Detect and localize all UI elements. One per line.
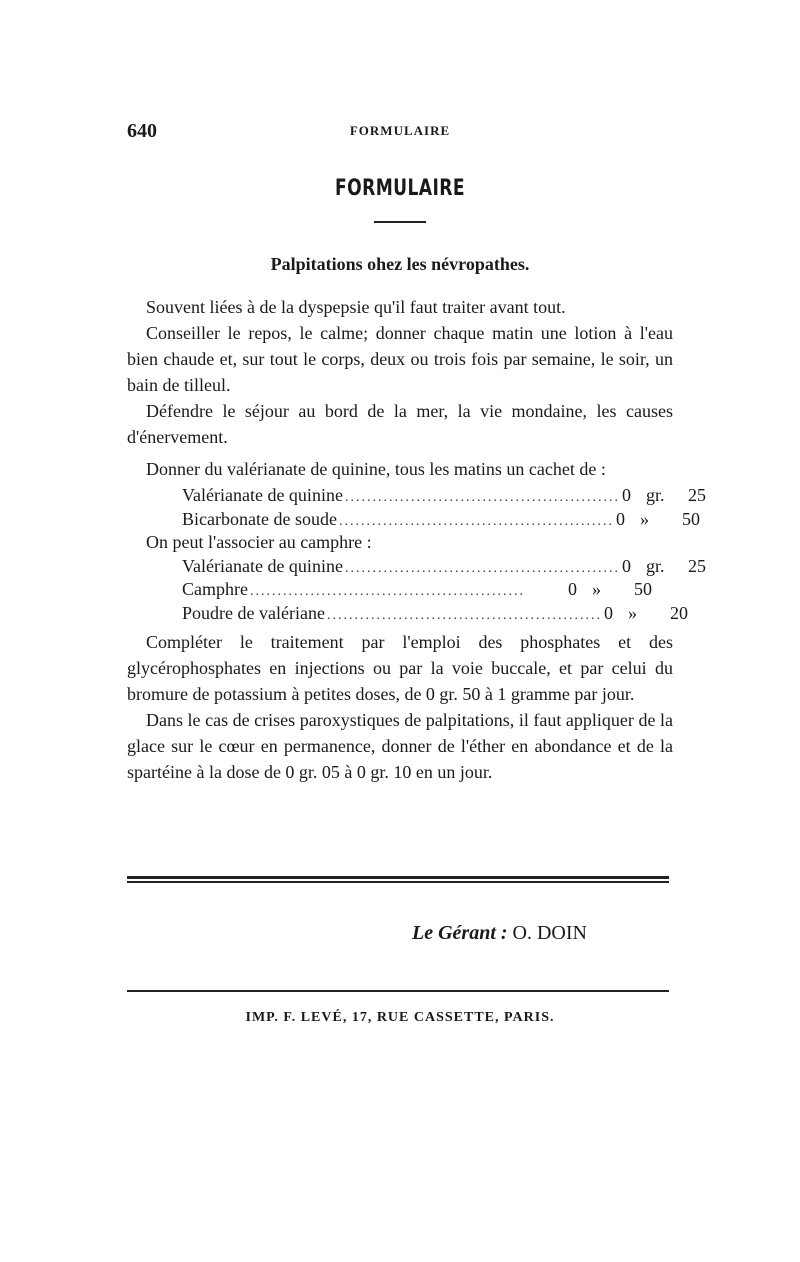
ingredient-name: Valérianate de quinine [182,555,343,576]
bottom-rule [127,990,669,992]
prescription-intro: Donner du valérianate de quinine, tous les matins un cachet de : [146,459,606,479]
prescription-item [127,555,706,579]
ingredient-name: Valérianate de quinine [182,485,343,505]
section-title: FORMULAIRE [335,176,465,201]
dot-leader: .................................................. [344,560,620,576]
body-text [127,294,706,785]
dot-leader: .................................................. [326,607,602,623]
printer-imprint: IMP. F. LEVÉ, 17, RUE CASSETTE, PARIS. [245,1010,555,1025]
dot-leader: .................................................. [344,490,620,505]
double-rule [127,881,669,883]
paragraph: Dans le cas de crises paroxystiques de palpitations, il faut appliquer de la glace sur le cœur en permanence, donner de l'éther en abondance et de la spartéine à la dose de 0 gr. 05 à 0 gr. 10 en un jour. [127,710,673,782]
title-rule [374,221,426,223]
signature [412,922,672,945]
paragraph: Défendre le séjour au bord de la mer, la vie mondaine, les causes d'énervement. [127,401,673,447]
prescription-item [127,508,700,532]
signature-name: O. DOIN [512,922,587,944]
double-rule [127,876,669,879]
dose: 0 gr. 25 [621,485,706,505]
dot-leader: .................................................. [249,584,525,599]
signature-label: Le Gérant : [412,922,508,944]
dose: 0 » 50 [615,508,700,529]
prescription-item [127,578,652,602]
prescription-intro: On peut l'associer au camphre : [146,532,372,552]
dot-leader: .................................................. [338,513,614,529]
dose: 0 » 20 [603,602,688,623]
ingredient-name: Poudre de valériane [182,602,325,623]
paragraph: Souvent liées à de la dyspepsie qu'il faut traiter avant tout. [146,297,566,317]
paragraph: Compléter le traitement par l'emploi des phosphates et des glycérophosphates en injections ou par la voie buccale, et par celui du bromure de potassium à petites doses, de 0 gr. 50 à 1 gramme par jour. [127,632,673,704]
running-title: FORMULAIRE [349,123,451,138]
prescription-1 [127,456,706,531]
section-subtitle: Palpitations ohez les névropathes. [270,254,530,274]
page-number: 640 [127,120,157,142]
dose: 0 » 50 [568,579,652,599]
dose: 0 gr. 25 [621,555,706,576]
ingredient-name: Camphre [182,579,248,599]
prescription-2 [127,531,706,625]
running-head [127,120,673,144]
prescription-item [127,484,706,508]
paragraph: Conseiller le repos, le calme; donner chaque matin une lotion à l'eau bien chaude et, sur tout le corps, deux ou trois fois par semaine, le soir, un bain de tilleul. [127,323,673,395]
ingredient-name: Bicarbonate de soude [182,508,337,529]
prescription-item [127,602,688,626]
